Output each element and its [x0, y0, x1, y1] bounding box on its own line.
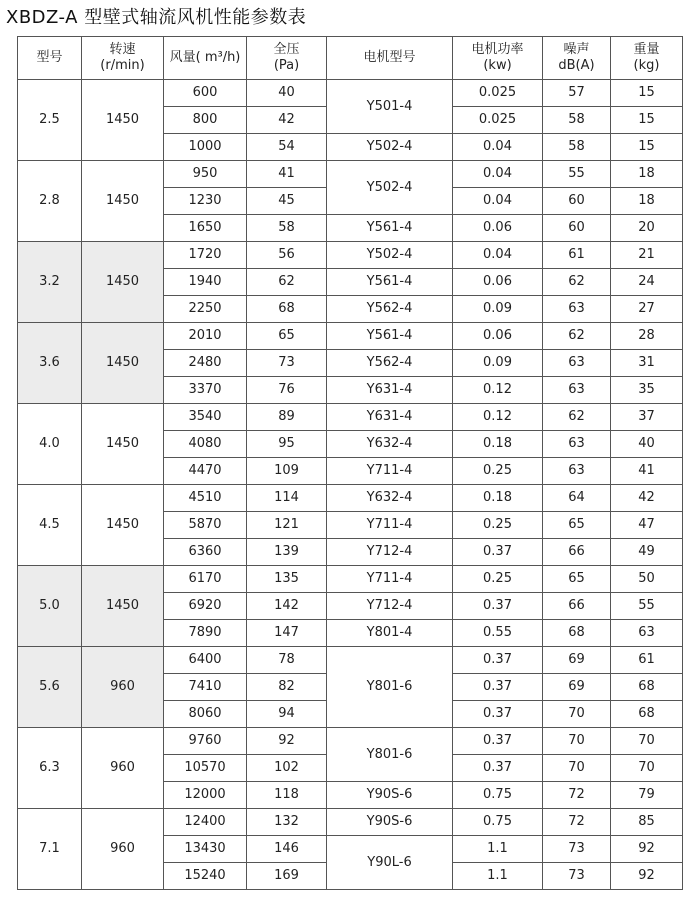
- cell-speed: 960: [82, 809, 164, 890]
- cell-flow: 10570: [164, 755, 247, 782]
- cell-speed: 1450: [82, 80, 164, 161]
- cell-motor: Y712-4: [327, 539, 453, 566]
- cell-pressure: 92: [247, 728, 327, 755]
- header-motor: 电机型号: [327, 37, 453, 80]
- table-row: [18, 566, 683, 593]
- cell-speed: 1450: [82, 566, 164, 647]
- cell-pressure: 95: [247, 431, 327, 458]
- cell-weight: 61: [611, 647, 683, 674]
- cell-flow: 6400: [164, 647, 247, 674]
- cell-noise: 68: [543, 620, 611, 647]
- cell-pressure: 102: [247, 755, 327, 782]
- cell-pressure: 78: [247, 647, 327, 674]
- cell-noise: 72: [543, 809, 611, 836]
- cell-power: 0.06: [453, 323, 543, 350]
- cell-power: 0.37: [453, 539, 543, 566]
- cell-motor: Y801-6: [327, 728, 453, 782]
- cell-power: 1.1: [453, 836, 543, 863]
- cell-motor: Y90S-6: [327, 809, 453, 836]
- cell-flow: 2250: [164, 296, 247, 323]
- cell-noise: 73: [543, 836, 611, 863]
- cell-weight: 50: [611, 566, 683, 593]
- cell-model: 4.0: [18, 404, 82, 485]
- cell-pressure: 40: [247, 80, 327, 107]
- cell-power: 0.025: [453, 80, 543, 107]
- header-speed: 转速 (r/min): [82, 37, 164, 80]
- table-row: [18, 323, 683, 350]
- cell-motor: Y502-4: [327, 134, 453, 161]
- cell-weight: 55: [611, 593, 683, 620]
- cell-weight: 41: [611, 458, 683, 485]
- cell-pressure: 45: [247, 188, 327, 215]
- cell-weight: 24: [611, 269, 683, 296]
- cell-weight: 68: [611, 701, 683, 728]
- cell-power: 0.12: [453, 377, 543, 404]
- cell-weight: 27: [611, 296, 683, 323]
- cell-model: 7.1: [18, 809, 82, 890]
- cell-power: 0.18: [453, 485, 543, 512]
- table-row: [18, 809, 683, 836]
- cell-model: 4.5: [18, 485, 82, 566]
- cell-power: 0.37: [453, 728, 543, 755]
- cell-power: 0.04: [453, 188, 543, 215]
- cell-flow: 600: [164, 80, 247, 107]
- cell-speed: 1450: [82, 323, 164, 404]
- cell-pressure: 146: [247, 836, 327, 863]
- cell-motor: Y561-4: [327, 215, 453, 242]
- header-pressure: 全压 (Pa): [247, 37, 327, 80]
- cell-flow: 7890: [164, 620, 247, 647]
- cell-flow: 4470: [164, 458, 247, 485]
- cell-flow: 1650: [164, 215, 247, 242]
- cell-noise: 66: [543, 593, 611, 620]
- cell-power: 0.18: [453, 431, 543, 458]
- cell-noise: 61: [543, 242, 611, 269]
- cell-motor: Y711-4: [327, 458, 453, 485]
- cell-pressure: 118: [247, 782, 327, 809]
- cell-power: 0.37: [453, 701, 543, 728]
- cell-noise: 70: [543, 728, 611, 755]
- cell-noise: 60: [543, 215, 611, 242]
- table-row: [18, 485, 683, 512]
- cell-noise: 63: [543, 377, 611, 404]
- cell-motor: Y561-4: [327, 323, 453, 350]
- cell-weight: 18: [611, 161, 683, 188]
- header-row: [18, 37, 683, 80]
- cell-motor: Y711-4: [327, 566, 453, 593]
- cell-motor: Y632-4: [327, 431, 453, 458]
- cell-noise: 69: [543, 647, 611, 674]
- table-row: [18, 80, 683, 107]
- table-row: [18, 242, 683, 269]
- cell-weight: 63: [611, 620, 683, 647]
- cell-flow: 12400: [164, 809, 247, 836]
- header-model: 型号: [18, 37, 82, 80]
- cell-weight: 68: [611, 674, 683, 701]
- cell-weight: 21: [611, 242, 683, 269]
- cell-weight: 28: [611, 323, 683, 350]
- cell-motor: Y90S-6: [327, 782, 453, 809]
- cell-power: 0.75: [453, 782, 543, 809]
- cell-pressure: 68: [247, 296, 327, 323]
- cell-power: 1.1: [453, 863, 543, 890]
- performance-table: [17, 36, 683, 890]
- cell-motor: Y501-4: [327, 80, 453, 134]
- cell-noise: 63: [543, 458, 611, 485]
- cell-weight: 31: [611, 350, 683, 377]
- cell-speed: 960: [82, 728, 164, 809]
- cell-noise: 58: [543, 107, 611, 134]
- cell-noise: 62: [543, 404, 611, 431]
- cell-noise: 70: [543, 701, 611, 728]
- cell-power: 0.09: [453, 350, 543, 377]
- header-power: 电机功率 (kw): [453, 37, 543, 80]
- cell-pressure: 139: [247, 539, 327, 566]
- cell-weight: 92: [611, 863, 683, 890]
- cell-power: 0.06: [453, 215, 543, 242]
- cell-noise: 55: [543, 161, 611, 188]
- cell-weight: 15: [611, 80, 683, 107]
- cell-pressure: 94: [247, 701, 327, 728]
- cell-motor: Y711-4: [327, 512, 453, 539]
- cell-model: 3.6: [18, 323, 82, 404]
- cell-motor: Y631-4: [327, 377, 453, 404]
- cell-noise: 64: [543, 485, 611, 512]
- cell-pressure: 73: [247, 350, 327, 377]
- cell-weight: 20: [611, 215, 683, 242]
- cell-noise: 62: [543, 323, 611, 350]
- cell-model: 2.8: [18, 161, 82, 242]
- cell-flow: 1940: [164, 269, 247, 296]
- cell-noise: 60: [543, 188, 611, 215]
- cell-power: 0.04: [453, 134, 543, 161]
- cell-motor: Y561-4: [327, 269, 453, 296]
- cell-noise: 69: [543, 674, 611, 701]
- cell-power: 0.75: [453, 809, 543, 836]
- cell-pressure: 147: [247, 620, 327, 647]
- cell-power: 0.04: [453, 161, 543, 188]
- cell-power: 0.025: [453, 107, 543, 134]
- cell-weight: 42: [611, 485, 683, 512]
- cell-pressure: 82: [247, 674, 327, 701]
- cell-flow: 7410: [164, 674, 247, 701]
- cell-noise: 58: [543, 134, 611, 161]
- cell-power: 0.55: [453, 620, 543, 647]
- cell-pressure: 109: [247, 458, 327, 485]
- cell-power: 0.37: [453, 674, 543, 701]
- cell-weight: 70: [611, 755, 683, 782]
- table-body: [18, 80, 683, 890]
- table-row: [18, 161, 683, 188]
- cell-weight: 85: [611, 809, 683, 836]
- cell-motor: Y632-4: [327, 485, 453, 512]
- cell-pressure: 54: [247, 134, 327, 161]
- cell-power: 0.06: [453, 269, 543, 296]
- cell-pressure: 132: [247, 809, 327, 836]
- cell-flow: 9760: [164, 728, 247, 755]
- cell-flow: 4080: [164, 431, 247, 458]
- cell-noise: 62: [543, 269, 611, 296]
- cell-power: 0.25: [453, 458, 543, 485]
- cell-power: 0.04: [453, 242, 543, 269]
- cell-motor: Y502-4: [327, 242, 453, 269]
- cell-power: 0.37: [453, 647, 543, 674]
- cell-flow: 8060: [164, 701, 247, 728]
- page-title: XBDZ-A 型壁式轴流风机性能参数表: [6, 7, 307, 28]
- cell-flow: 6920: [164, 593, 247, 620]
- cell-flow: 2010: [164, 323, 247, 350]
- cell-noise: 65: [543, 512, 611, 539]
- table-row: [18, 647, 683, 674]
- cell-pressure: 76: [247, 377, 327, 404]
- cell-flow: 800: [164, 107, 247, 134]
- cell-pressure: 41: [247, 161, 327, 188]
- cell-flow: 1230: [164, 188, 247, 215]
- cell-power: 0.12: [453, 404, 543, 431]
- cell-flow: 4510: [164, 485, 247, 512]
- cell-pressure: 65: [247, 323, 327, 350]
- cell-pressure: 56: [247, 242, 327, 269]
- cell-motor: Y502-4: [327, 161, 453, 215]
- cell-power: 0.37: [453, 755, 543, 782]
- cell-weight: 49: [611, 539, 683, 566]
- cell-flow: 1000: [164, 134, 247, 161]
- cell-motor: Y801-6: [327, 647, 453, 728]
- cell-pressure: 135: [247, 566, 327, 593]
- cell-noise: 70: [543, 755, 611, 782]
- cell-power: 0.37: [453, 593, 543, 620]
- cell-weight: 35: [611, 377, 683, 404]
- cell-pressure: 89: [247, 404, 327, 431]
- cell-motor: Y712-4: [327, 593, 453, 620]
- cell-noise: 63: [543, 431, 611, 458]
- cell-model: 2.5: [18, 80, 82, 161]
- cell-motor: Y801-4: [327, 620, 453, 647]
- cell-weight: 79: [611, 782, 683, 809]
- cell-flow: 6360: [164, 539, 247, 566]
- table-row: [18, 728, 683, 755]
- cell-flow: 950: [164, 161, 247, 188]
- cell-weight: 40: [611, 431, 683, 458]
- cell-speed: 1450: [82, 242, 164, 323]
- header-flow: 风量( m³/h): [164, 37, 247, 80]
- cell-motor: Y90L-6: [327, 836, 453, 890]
- cell-flow: 5870: [164, 512, 247, 539]
- cell-pressure: 121: [247, 512, 327, 539]
- cell-pressure: 42: [247, 107, 327, 134]
- cell-weight: 18: [611, 188, 683, 215]
- cell-flow: 3540: [164, 404, 247, 431]
- cell-noise: 65: [543, 566, 611, 593]
- cell-power: 0.25: [453, 512, 543, 539]
- cell-pressure: 62: [247, 269, 327, 296]
- cell-flow: 2480: [164, 350, 247, 377]
- cell-flow: 12000: [164, 782, 247, 809]
- cell-pressure: 142: [247, 593, 327, 620]
- cell-weight: 15: [611, 134, 683, 161]
- cell-model: 3.2: [18, 242, 82, 323]
- cell-flow: 15240: [164, 863, 247, 890]
- cell-weight: 70: [611, 728, 683, 755]
- cell-speed: 1450: [82, 161, 164, 242]
- cell-speed: 1450: [82, 485, 164, 566]
- cell-flow: 3370: [164, 377, 247, 404]
- cell-flow: 1720: [164, 242, 247, 269]
- cell-pressure: 169: [247, 863, 327, 890]
- cell-noise: 57: [543, 80, 611, 107]
- cell-motor: Y562-4: [327, 296, 453, 323]
- cell-pressure: 114: [247, 485, 327, 512]
- cell-weight: 37: [611, 404, 683, 431]
- header-weight: 重量 (kg): [611, 37, 683, 80]
- cell-power: 0.25: [453, 566, 543, 593]
- cell-motor: Y631-4: [327, 404, 453, 431]
- cell-model: 5.0: [18, 566, 82, 647]
- cell-noise: 73: [543, 863, 611, 890]
- cell-power: 0.09: [453, 296, 543, 323]
- cell-noise: 63: [543, 350, 611, 377]
- cell-model: 5.6: [18, 647, 82, 728]
- cell-model: 6.3: [18, 728, 82, 809]
- cell-weight: 15: [611, 107, 683, 134]
- cell-speed: 1450: [82, 404, 164, 485]
- cell-noise: 72: [543, 782, 611, 809]
- header-noise: 噪声 dB(A): [543, 37, 611, 80]
- table-row: [18, 404, 683, 431]
- cell-weight: 47: [611, 512, 683, 539]
- cell-weight: 92: [611, 836, 683, 863]
- cell-pressure: 58: [247, 215, 327, 242]
- cell-motor: Y562-4: [327, 350, 453, 377]
- cell-flow: 6170: [164, 566, 247, 593]
- cell-flow: 13430: [164, 836, 247, 863]
- cell-noise: 66: [543, 539, 611, 566]
- cell-noise: 63: [543, 296, 611, 323]
- cell-speed: 960: [82, 647, 164, 728]
